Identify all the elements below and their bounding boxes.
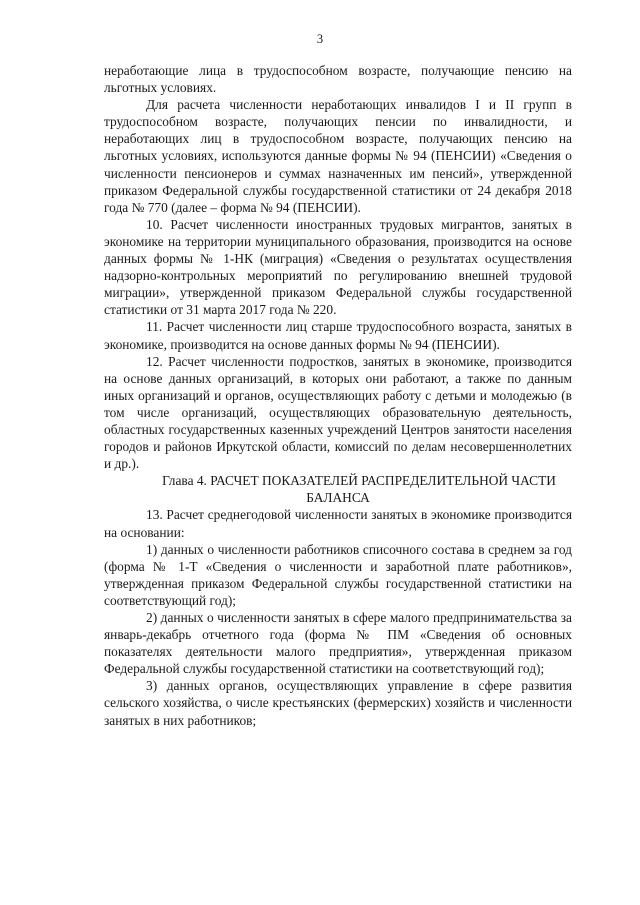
list-item-3: 3) данных органов, осуществляющих управление в сфере развития сельского хозяйства, о числе крестьянских (фермерских) хозяйств и численности занятых в них работников; bbox=[104, 678, 572, 728]
paragraph: неработающие лица в трудоспособном возрасте, получающие пенсию на льготных условиях. bbox=[104, 63, 572, 96]
paragraph-item-10: 10. Расчет численности иностранных трудовых мигрантов, занятых в экономике на территории муниципального образования, производится на основе данных формы № 1-НК (миграция) «Сведения о результатах осуществления надзорно-контрольных мероприятий по регулированию внешней трудовой миграции», утвержденной приказом Федеральной службы государственной статистики от 31 марта 2017 года № 220. bbox=[104, 216, 572, 318]
list-item-2: 2) данных о численности занятых в сфере малого предпринимательства за январь-декабрь отчетного года (форма № ПМ «Сведения об основных показателях деятельности малого предприятия», утвержденная приказом Федеральной службы государственной статистики на соответствующий год); bbox=[104, 610, 572, 677]
chapter-heading: Глава 4. РАСЧЕТ ПОКАЗАТЕЛЕЙ РАСПРЕДЕЛИТЕЛЬНОЙ ЧАСТИ БАЛАНСА bbox=[162, 473, 556, 506]
list-item-1: 1) данных о численности работников списочного состава в среднем за год (форма № 1-Т «Сведения о численности и заработной плате работников», утвержденная приказом Федеральной службы государственной статистики на соответствующий год); bbox=[104, 541, 572, 608]
page-number: 3 bbox=[316, 32, 324, 46]
paragraph-item-11: 11. Расчет численности лиц старше трудоспособного возраста, занятых в экономике, производится на основе данных формы № 94 (ПЕНСИИ). bbox=[104, 319, 572, 352]
paragraph-item-13: 13. Расчет среднегодовой численности занятых в экономике производится на основании: bbox=[104, 507, 572, 540]
document-body bbox=[104, 62, 572, 729]
paragraph: Для расчета численности неработающих инвалидов I и II групп в трудоспособном возрасте, получающих пенсии по инвалидности, и неработающих лиц в трудоспособном возрасте, получающих пенсию на льготных условиях, используются данные формы № 94 (ПЕНСИИ) «Сведения о численности пенсионеров и суммах назначенных им пенсий», утвержденной приказом Федеральной службы государственной статистики от 24 декабря 2018 года № 770 (далее – форма № 94 (ПЕНСИИ). bbox=[104, 97, 572, 215]
paragraph-item-12: 12. Расчет численности подростков, занятых в экономике, производится на основе данных организаций, в которых они работают, а также по данным иных организаций и органов, осуществляющих работу с детьми и молодежью (в том числе организаций, осуществляющих образовательную деятельность, областных государственных казенных учреждений Центров занятости населения городов и районов Иркутской области, комиссий по делам несовершеннолетних и др.). bbox=[104, 353, 572, 472]
